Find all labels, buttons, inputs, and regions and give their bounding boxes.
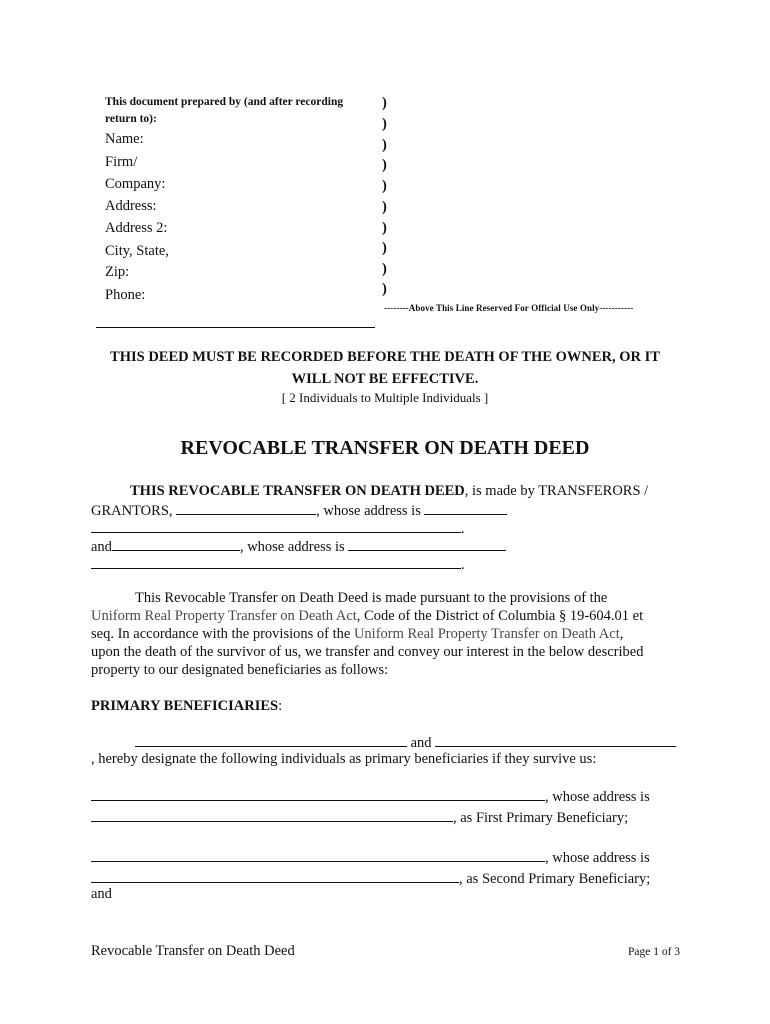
first-beneficiary-address-field[interactable] bbox=[91, 808, 453, 822]
whose-address-label: , whose address is bbox=[316, 503, 421, 519]
para-line3-start: seq. In accordance with the provisions of the bbox=[91, 626, 354, 642]
page-number: Page 1 of 3 bbox=[628, 946, 681, 958]
first-beneficiary-line1 bbox=[91, 787, 650, 806]
paren-mark: ) bbox=[382, 178, 387, 194]
grantor1-name-field[interactable] bbox=[176, 501, 316, 515]
paren-mark: ) bbox=[382, 157, 387, 173]
return-field-label: Name: bbox=[105, 131, 144, 147]
designate-line: , hereby designate the following individuals as primary beneficiaries if they survive us: bbox=[91, 751, 597, 767]
intro-line2 bbox=[91, 501, 507, 520]
intro-line5 bbox=[91, 555, 465, 574]
primary-grantor2-field[interactable] bbox=[435, 733, 676, 747]
return-field-label: Address 2: bbox=[105, 220, 168, 236]
period: . bbox=[461, 521, 465, 537]
period: . bbox=[461, 557, 465, 573]
paren-mark: ) bbox=[382, 199, 387, 215]
warning-line1: THIS DEED MUST BE RECORDED BEFORE THE DEATH OF THE OWNER, OR IT bbox=[110, 349, 660, 365]
whose-address-label: , whose address is bbox=[545, 850, 650, 866]
return-field-label: Phone: bbox=[105, 287, 146, 303]
warning-line2: WILL NOT BE EFFECTIVE. bbox=[291, 371, 479, 387]
grantor2-address-field-2[interactable] bbox=[91, 555, 461, 569]
return-field-label: Company: bbox=[105, 176, 166, 192]
grantor2-address-field[interactable] bbox=[348, 537, 506, 551]
para-line3-end: , bbox=[619, 626, 624, 642]
paren-mark: ) bbox=[382, 240, 387, 256]
act-link[interactable]: Uniform Real Property Transfer on Death Act bbox=[91, 608, 357, 624]
para-line2 bbox=[91, 608, 643, 625]
second-beneficiary-label: , as Second Primary Beneficiary; bbox=[459, 871, 651, 887]
act-link-2[interactable]: Uniform Real Property Transfer on Death Act bbox=[353, 626, 620, 642]
first-beneficiary-line2 bbox=[91, 808, 628, 827]
whose-address-label: , whose address is bbox=[545, 789, 650, 805]
primary-heading-colon: : bbox=[278, 698, 283, 714]
paren-mark: ) bbox=[382, 261, 387, 277]
intro-line4 bbox=[91, 537, 506, 556]
intro-line1 bbox=[130, 483, 648, 500]
deed-subtitle: [ 2 Individuals to Multiple Individuals ] bbox=[281, 390, 489, 405]
and-continuation: and bbox=[91, 886, 112, 902]
grantors-label: GRANTORS, bbox=[91, 503, 173, 519]
whose-address-label-2: , whose address is bbox=[239, 539, 345, 555]
return-field-label: Address: bbox=[105, 198, 157, 214]
primary-heading-text: PRIMARY BENEFICIARIES bbox=[91, 698, 279, 714]
paren-mark: ) bbox=[382, 116, 387, 132]
return-field-label: Firm/ bbox=[105, 154, 138, 170]
return-field-label: Zip: bbox=[105, 264, 130, 280]
paren-mark: ) bbox=[382, 137, 387, 153]
second-beneficiary-name-field[interactable] bbox=[91, 848, 545, 862]
intro-bold-lead: THIS REVOCABLE TRANSFER ON DEATH DEED bbox=[130, 483, 465, 499]
prepared-by-line2: return to): bbox=[105, 113, 157, 125]
return-field-label: City, State, bbox=[105, 243, 169, 259]
first-beneficiary-name-field[interactable] bbox=[91, 787, 545, 801]
prepared-by-line1: This document prepared by (and after recording bbox=[105, 96, 344, 108]
header-divider bbox=[96, 327, 375, 328]
grantor1-address-field[interactable] bbox=[424, 501, 507, 515]
footer-title: Revocable Transfer on Death Deed bbox=[91, 943, 295, 959]
paren-mark: ) bbox=[382, 220, 387, 236]
para-line5: property to our designated beneficiaries as follows: bbox=[91, 662, 389, 678]
second-beneficiary-line1 bbox=[91, 848, 650, 867]
reserved-line-text: --------Above This Line Reserved For Official Use Only----------- bbox=[384, 303, 634, 313]
paren-mark: ) bbox=[382, 95, 387, 111]
first-beneficiary-label: , as First Primary Beneficiary; bbox=[453, 810, 629, 826]
and-label: and bbox=[91, 539, 112, 555]
primary-names-line bbox=[135, 733, 676, 752]
page-title: REVOCABLE TRANSFER ON DEATH DEED bbox=[180, 437, 590, 459]
para-line2-rest: , Code of the District of Columbia § 19-604.01 et bbox=[356, 608, 644, 624]
grantor1-address-field-2[interactable] bbox=[91, 519, 461, 533]
intro-line3 bbox=[91, 519, 465, 538]
second-beneficiary-address-field[interactable] bbox=[91, 869, 459, 883]
and-label: and bbox=[410, 735, 432, 751]
para-line3 bbox=[91, 626, 623, 643]
intro-rest1: , is made by TRANSFERORS / bbox=[464, 483, 649, 499]
primary-heading bbox=[91, 698, 282, 715]
para-line4: upon the death of the survivor of us, we transfer and convey our interest in the below described bbox=[91, 644, 644, 660]
grantor2-name-field[interactable] bbox=[112, 537, 240, 551]
second-beneficiary-line2 bbox=[91, 869, 650, 888]
paren-mark: ) bbox=[382, 281, 387, 297]
primary-grantor1-field[interactable] bbox=[135, 733, 407, 747]
para-line1: This Revocable Transfer on Death Deed is made pursuant to the provisions of the bbox=[135, 590, 608, 606]
